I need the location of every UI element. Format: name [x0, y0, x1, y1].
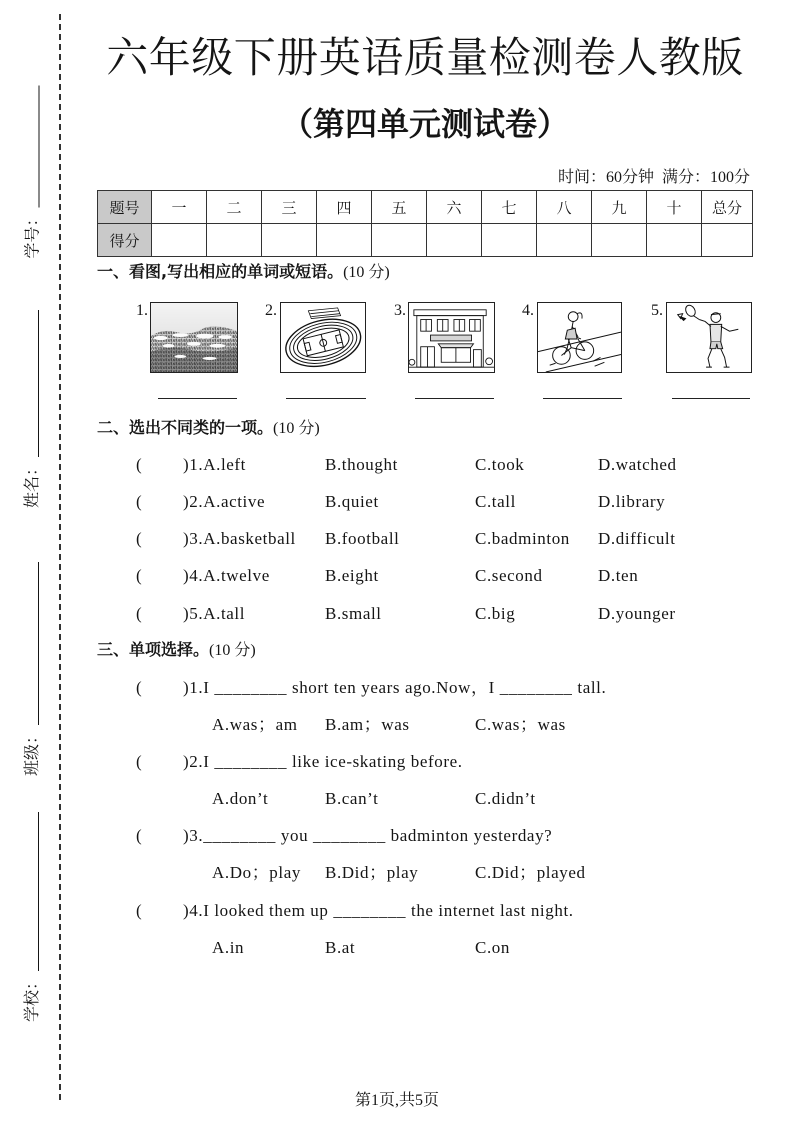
option-c: C.was；was	[475, 715, 566, 734]
question-row	[0, 565, 794, 587]
options-row	[0, 788, 794, 810]
picture-box	[408, 302, 495, 373]
section-1-title: 一、看图,写出相应的单词或短语。	[97, 262, 344, 281]
answer-bracket-open: (	[136, 529, 143, 548]
student-id-label: 学号：	[22, 210, 42, 259]
score-cell	[647, 224, 702, 257]
picture-box	[150, 302, 238, 373]
picture-number: 2.	[265, 302, 277, 319]
question-lead	[183, 677, 606, 699]
score-cell	[537, 224, 592, 257]
question-number: 3.	[189, 529, 204, 548]
answer-bracket-open: (	[136, 604, 143, 623]
question-stem: I looked them up ________ the internet last night.	[203, 901, 574, 920]
exam-title: 六年级下册英语质量检测卷人教版	[106, 33, 744, 82]
score-cell	[152, 224, 207, 257]
question-lead	[183, 825, 552, 847]
option-a: A.basketball	[203, 529, 296, 548]
score-table-score-row	[98, 224, 753, 257]
option-b: B.at	[325, 938, 356, 957]
option-d: D.watched	[598, 455, 677, 474]
question-lead	[183, 751, 463, 773]
answer-bracket-open: (	[136, 901, 143, 920]
answer-line	[543, 398, 622, 399]
question-lead	[183, 565, 270, 587]
section-1-score: (10 分)	[343, 264, 390, 281]
section-3-heading	[97, 640, 256, 661]
options-row	[0, 862, 794, 884]
answer-line	[415, 398, 494, 399]
student-name-label: 姓名：	[22, 459, 41, 508]
score-row-header: 得分	[98, 224, 152, 257]
question-number: 5.	[189, 604, 204, 623]
answer-bracket-close: )	[183, 529, 190, 548]
question-lead	[183, 900, 574, 922]
option-b: B.small	[325, 604, 382, 623]
option-d: D.ten	[598, 566, 639, 585]
picture-box	[280, 302, 366, 373]
question-row	[0, 454, 794, 476]
answer-bracket-close: )	[183, 901, 190, 920]
answer-bracket-open: (	[136, 752, 143, 771]
column-header: 二	[207, 191, 262, 224]
score-table	[97, 190, 753, 257]
question-number: 3.	[189, 826, 204, 845]
question-stem: ________ you ________ badminton yesterday?	[203, 826, 553, 845]
picture-box	[666, 302, 752, 373]
badminton-player-picture	[667, 303, 751, 372]
option-b: B.eight	[325, 566, 379, 585]
question-lead	[183, 454, 246, 476]
option-b: B.thought	[325, 455, 398, 474]
options-row	[0, 714, 794, 736]
column-header: 一	[152, 191, 207, 224]
column-header: 八	[537, 191, 592, 224]
question-row	[0, 825, 794, 847]
section-3-title: 三、单项选择。	[97, 640, 210, 659]
option-c: C.big	[475, 604, 516, 623]
answer-line	[286, 398, 366, 399]
score-cell	[262, 224, 317, 257]
answer-line	[158, 398, 237, 399]
answer-bracket-close: )	[183, 566, 190, 585]
option-d: D.younger	[598, 604, 676, 623]
question-number: 4.	[189, 566, 204, 585]
option-a: A.twelve	[203, 566, 270, 585]
picture-number: 5.	[651, 302, 663, 319]
question-stem: I ________ short ten years ago.Now，I ________ tall.	[203, 678, 607, 697]
option-a: A.left	[203, 455, 246, 474]
score-cell	[482, 224, 537, 257]
running-track-picture	[281, 303, 365, 372]
answer-line	[672, 398, 750, 399]
option-b: B.can’t	[325, 789, 379, 808]
column-header-total: 总分	[702, 191, 753, 224]
picture-number: 4.	[522, 302, 534, 319]
option-d: D.difficult	[598, 529, 676, 548]
column-header: 十	[647, 191, 702, 224]
option-c: C.Did；played	[475, 863, 586, 882]
column-header: 五	[372, 191, 427, 224]
answer-bracket-close: )	[183, 455, 190, 474]
column-header: 九	[592, 191, 647, 224]
section-1-heading	[97, 262, 390, 283]
picture-box	[537, 302, 622, 373]
answer-bracket-open: (	[136, 678, 143, 697]
answer-bracket-open: (	[136, 455, 143, 474]
answer-bracket-close: )	[183, 492, 190, 511]
answer-bracket-close: )	[183, 752, 190, 771]
answer-bracket-close: )	[183, 604, 190, 623]
question-number: 4.	[189, 901, 204, 920]
section-2-heading	[97, 418, 320, 439]
exam-time-and-score: 时间：60分钟 满分：100分	[557, 169, 750, 186]
column-header: 七	[482, 191, 537, 224]
answer-bracket-open: (	[136, 826, 143, 845]
score-cell	[372, 224, 427, 257]
option-c: C.didn’t	[475, 789, 536, 808]
snowy-field-picture	[151, 303, 237, 372]
question-lead	[183, 491, 265, 513]
section-2-score: (10 分)	[273, 420, 320, 437]
question-number: 1.	[189, 455, 204, 474]
exam-subtitle: （第四单元测试卷）	[280, 105, 569, 143]
question-number: 2.	[189, 752, 204, 771]
column-header: 四	[317, 191, 372, 224]
score-cell	[317, 224, 372, 257]
shop-building-picture	[409, 303, 494, 372]
option-a: A.active	[203, 492, 266, 511]
question-number: 2.	[189, 492, 204, 511]
option-a: A.was；am	[212, 715, 298, 734]
question-stem: I ________ like ice-skating before.	[203, 752, 463, 771]
picture-number: 1.	[136, 302, 148, 319]
option-c: C.second	[475, 566, 543, 585]
student-id-blank-line	[26, 86, 40, 208]
options-row	[0, 937, 794, 959]
score-cell-total	[702, 224, 753, 257]
question-row	[0, 491, 794, 513]
class-label: 班级：	[22, 727, 41, 776]
question-row	[0, 677, 794, 699]
student-id-field	[21, 86, 45, 259]
section-3-score: (10 分)	[209, 642, 256, 659]
option-a: A.in	[212, 938, 245, 957]
option-b: B.Did；play	[325, 863, 419, 882]
student-name-blank-line	[25, 310, 39, 457]
option-c: C.took	[475, 455, 525, 474]
option-c: C.on	[475, 938, 510, 957]
question-number-header: 题号	[98, 191, 152, 224]
question-lead	[183, 528, 296, 550]
question-row	[0, 528, 794, 550]
picture-number: 3.	[394, 302, 406, 319]
option-a: A.tall	[203, 604, 246, 623]
option-c: C.badminton	[475, 529, 570, 548]
class-field	[20, 562, 44, 776]
question-lead	[183, 603, 245, 625]
score-table-header-row	[98, 191, 753, 224]
page-number: 第1页,共5页	[354, 1092, 439, 1109]
score-cell	[207, 224, 262, 257]
question-row	[0, 603, 794, 625]
option-b: B.football	[325, 529, 400, 548]
column-header: 三	[262, 191, 317, 224]
option-c: C.tall	[475, 492, 516, 511]
answer-bracket-open: (	[136, 492, 143, 511]
answer-bracket-close: )	[183, 826, 190, 845]
option-a: A.Do；play	[212, 863, 301, 882]
girl-riding-bike-picture	[538, 303, 621, 372]
option-b: B.quiet	[325, 492, 379, 511]
question-row	[0, 900, 794, 922]
option-a: A.don’t	[212, 789, 269, 808]
question-row	[0, 751, 794, 773]
column-header: 六	[427, 191, 482, 224]
option-d: D.library	[598, 492, 666, 511]
answer-bracket-close: )	[183, 678, 190, 697]
option-b: B.am；was	[325, 715, 410, 734]
section-2-title: 二、选出不同类的一项。	[97, 418, 274, 437]
answer-bracket-open: (	[136, 566, 143, 585]
question-number: 1.	[189, 678, 204, 697]
student-name-field	[20, 310, 44, 508]
school-label: 学校：	[22, 973, 41, 1022]
score-cell	[427, 224, 482, 257]
score-cell	[592, 224, 647, 257]
